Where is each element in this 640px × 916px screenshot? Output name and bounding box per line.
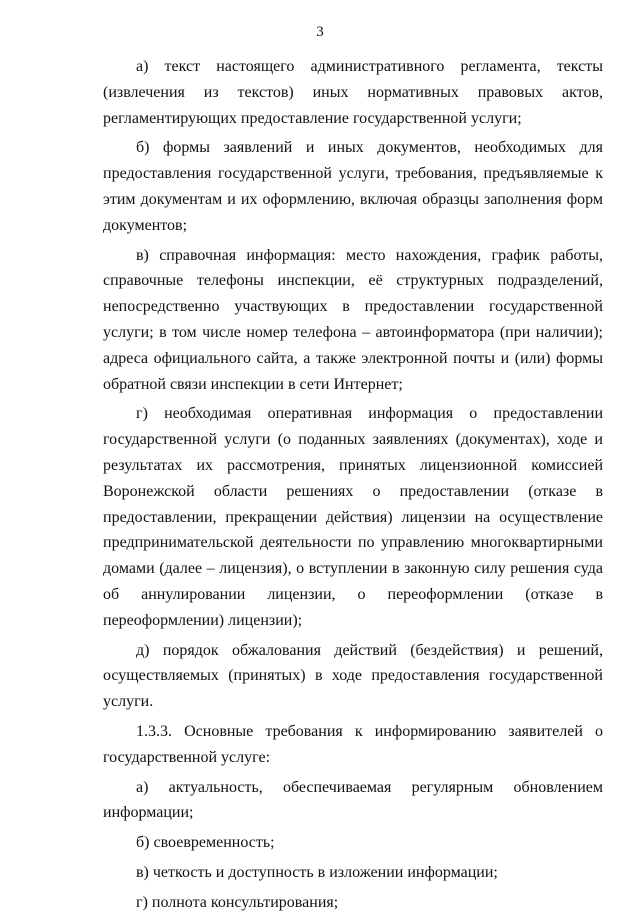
page-number: 3	[316, 24, 324, 40]
paragraph-item-a: а) текст настоящего административного регламента, тексты (извлечения из текстов) иных нормативных правовых актов, регламентирующих предоставление государственной услуги;	[103, 58, 603, 127]
requirement-b: б) своевременность;	[136, 834, 275, 852]
paragraph-item-v: в) справочная информация: место нахождения, график работы, справочные телефоны инспекции, её структурных подразделений, непосредственно участвующих в предоставлении государственной услуги; в том числе номер телефона – автоинформатора (при наличии); адреса официального сайта, а также электронной почты и (или) формы обратной связи инспекции в сети Интернет;	[103, 246, 603, 393]
paragraph-item-g: г) необходимая оперативная информация о предоставлении государственной услуги (о поданных заявлениях (документах), ходе и результатах их рассмотрения, принятых лицензионной комиссией Воронежской области решениях о предоставлении (отказе в предоставлении, прекращении действия) лицензии на осуществление предпринимательской деятельности по управлению многоквартирными домами (далее – лицензия), о вступлении в законную силу решения суда об аннулировании лицензии, о переоформлении (отказе в переоформлении) лицензии);	[103, 405, 603, 629]
paragraph-item-b: б) формы заявлений и иных документов, необходимых для предоставления государственной услуги, требования, предъявляемые к этим документам и их оформлению, включая образцы заполнения форм документов;	[103, 139, 603, 234]
document-body	[103, 54, 603, 916]
requirement-v: в) четкость и доступность в изложении информации;	[136, 863, 498, 881]
paragraph-item-d: д) порядок обжалования действий (бездействия) и решений, осуществляемых (принятых) в ходе предоставления государственной услуги.	[103, 641, 603, 711]
section-1-3-3-heading: 1.3.3. Основные требования к информированию заявителей о государственной услуге:	[103, 722, 603, 766]
requirement-g: г) полнота консультирования;	[136, 893, 339, 911]
requirement-a: а) актуальность, обеспечиваемая регулярным обновлением информации;	[103, 778, 603, 822]
